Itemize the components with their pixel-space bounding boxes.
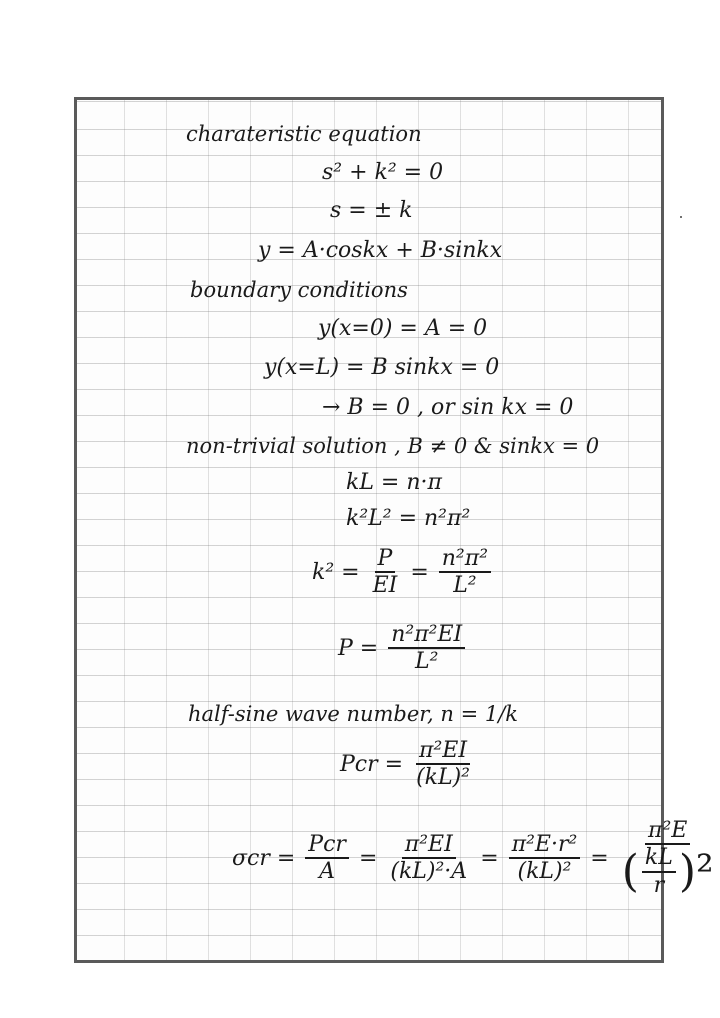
fraction-numerator: π²EI	[402, 832, 456, 859]
k2l2-equation: k²L² = n²π²	[346, 506, 471, 531]
fraction-numerator: P	[375, 546, 396, 573]
p-over-ei-fraction	[370, 546, 401, 600]
equals-sign: =	[590, 845, 609, 871]
fraction-numerator: π²EI	[416, 738, 470, 765]
fraction-denominator: A	[319, 858, 336, 884]
equals-sign: =	[480, 845, 499, 871]
load-lhs: P =	[338, 636, 379, 662]
critical-stress-lhs: σcr =	[232, 845, 296, 871]
load-fraction	[388, 622, 465, 676]
fraction-denominator: r	[653, 872, 665, 898]
fraction-denominator: L²	[415, 649, 439, 675]
fraction-numerator: Pcr	[305, 832, 349, 859]
fraction-numerator: π²E	[645, 818, 690, 845]
scan-speck	[680, 216, 682, 218]
pcr-over-a-fraction	[305, 832, 349, 886]
general-solution: y = A·coskx + B·sinkx	[258, 238, 503, 263]
fraction-numerator: π²E·r²	[509, 832, 581, 859]
fraction-numerator: n²π²EI	[388, 622, 465, 649]
k-squared-equation	[312, 546, 494, 600]
kl-equation: kL = n·π	[346, 470, 442, 495]
fraction-denominator: L²	[453, 573, 477, 599]
half-sine-wave-note: half-sine wave number, n = 1/k	[188, 702, 519, 726]
boundary-condition-2: y(x=L) = B sinkx = 0	[264, 355, 500, 380]
fraction-numerator: kL	[642, 845, 676, 872]
kl-over-r-fraction	[642, 845, 676, 899]
close-paren-squared: )²	[678, 846, 714, 898]
pi2ei-over-kl2a-fraction	[387, 832, 470, 886]
k-squared-lhs: k² =	[312, 560, 360, 586]
critical-stress-equation	[232, 818, 720, 899]
pi2er2-over-kl2-fraction	[509, 832, 581, 886]
characteristic-heading: charateristic equation	[186, 122, 422, 146]
nontrivial-solution: non-trivial solution , B ≠ 0 & sinkx = 0	[186, 434, 600, 458]
fraction-denominator: (kL)²	[416, 765, 471, 791]
critical-load-lhs: Pcr =	[340, 752, 404, 778]
boundary-heading: boundary conditions	[190, 278, 408, 302]
open-paren: (	[621, 846, 639, 898]
equals-sign: =	[358, 845, 378, 871]
load-equation	[338, 622, 468, 676]
characteristic-equation: s² + k² = 0	[322, 160, 444, 185]
boundary-condition-1: y(x=0) = A = 0	[318, 316, 488, 341]
equals-sign: =	[410, 560, 429, 586]
fraction-numerator: n²π²	[439, 546, 491, 573]
critical-load-fraction	[413, 738, 473, 792]
fraction-denominator: EI	[372, 573, 398, 599]
fraction-denominator: (kL)²	[517, 858, 572, 884]
slenderness-fraction	[619, 818, 717, 899]
n2pi2-over-l2-fraction	[439, 546, 491, 600]
critical-load-equation	[340, 738, 476, 792]
fraction-denominator: (kL)²·A	[390, 858, 468, 884]
slenderness-denominator	[619, 845, 717, 899]
boundary-conclusion: → B = 0 , or sin kx = 0	[322, 395, 574, 420]
roots-equation: s = ± k	[330, 198, 413, 223]
